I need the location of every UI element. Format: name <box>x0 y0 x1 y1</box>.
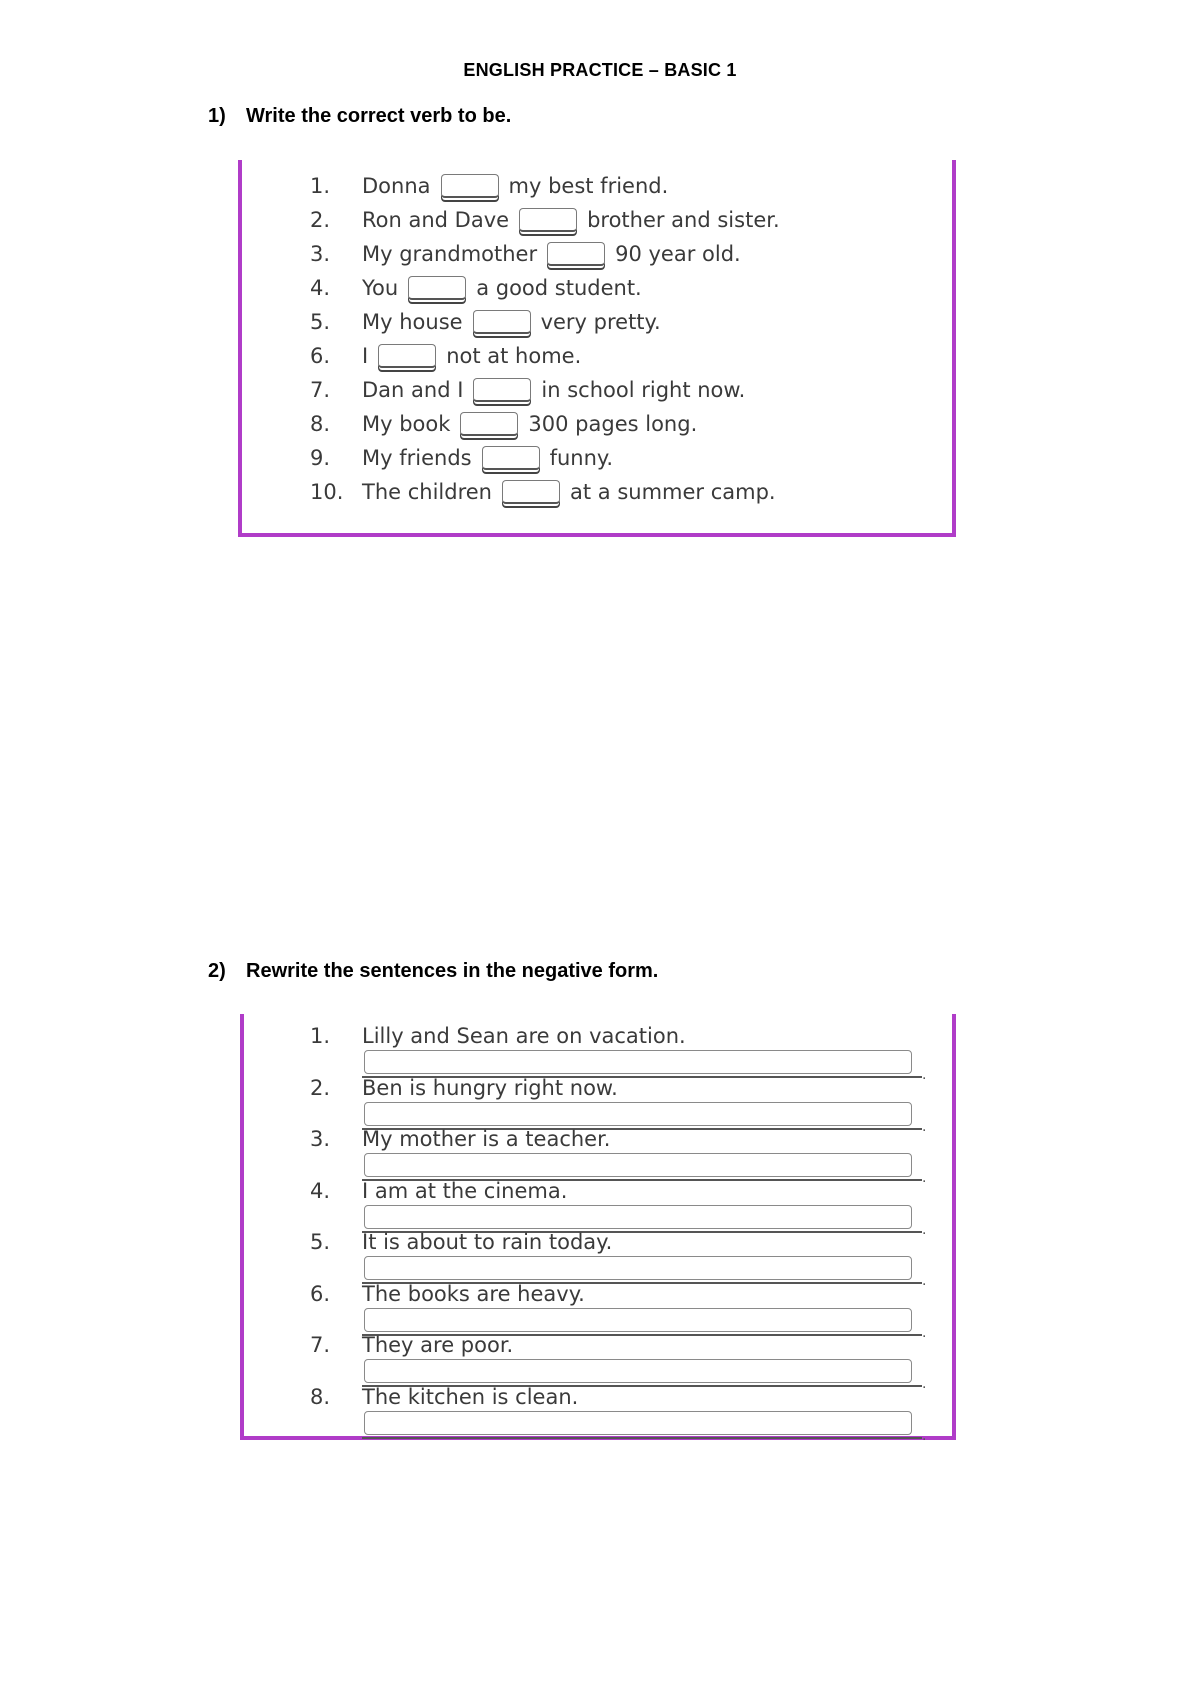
item-number: 7. <box>310 378 331 402</box>
section2-instruction: Rewrite the sentences in the negative form. <box>246 960 659 982</box>
period-mark: . <box>922 1323 927 1341</box>
answer-blank[interactable] <box>460 412 518 436</box>
exercise1-item <box>310 410 930 438</box>
item-text-before: You <box>362 276 399 300</box>
period-mark: . <box>922 1169 927 1186</box>
item-text-after: at a summer camp. <box>570 480 776 504</box>
item-text-after: brother and sister. <box>587 208 780 232</box>
item-text-before: Ron and Dave <box>362 208 510 232</box>
item-text-after: very pretty. <box>540 310 661 334</box>
item-text-after: 90 year old. <box>615 242 741 266</box>
item-sentence: They are poor. <box>362 1333 514 1357</box>
item-text-after: in school right now. <box>541 378 746 402</box>
exercise2-item <box>310 1178 930 1238</box>
item-text-before: I <box>362 344 369 368</box>
exercise2-item <box>310 1230 930 1289</box>
answer-field[interactable] <box>364 1102 912 1126</box>
exercise2-item <box>310 1024 930 1083</box>
exercise2-item <box>310 1075 930 1135</box>
item-text-before: My friends <box>362 446 472 470</box>
period-mark: . <box>922 1220 927 1238</box>
section1-heading <box>208 105 511 128</box>
section1-number: 1) <box>208 105 226 127</box>
exercise1-item <box>310 342 930 370</box>
item-number: 8. <box>310 412 331 436</box>
item-text-before: Donna <box>362 174 431 198</box>
item-sentence: Ben is hungry right now. <box>362 1075 618 1100</box>
item-sentence: My mother is a teacher. <box>362 1127 611 1151</box>
section1-instruction: Write the correct verb to be. <box>246 105 512 127</box>
exercise1-item <box>310 308 930 336</box>
exercise2-item <box>310 1127 930 1186</box>
answer-field[interactable] <box>364 1153 912 1177</box>
item-sentence: The kitchen is clean. <box>362 1384 579 1409</box>
answer-blank[interactable] <box>502 480 560 504</box>
item-number: 5. <box>310 1230 331 1254</box>
exercise2-item <box>310 1281 930 1341</box>
item-text-after: my best friend. <box>508 174 669 198</box>
answer-field[interactable] <box>364 1359 912 1383</box>
period-mark: . <box>922 1117 927 1135</box>
answer-blank[interactable] <box>473 310 531 334</box>
item-number: 10. <box>310 480 344 504</box>
answer-underline <box>362 1437 922 1439</box>
item-number: 5. <box>310 310 331 334</box>
item-number: 2. <box>310 1075 331 1100</box>
period-mark: . <box>922 1426 927 1444</box>
exercise1-item <box>310 240 930 268</box>
exercise1-item <box>310 274 930 302</box>
item-text-before: My grandmother <box>362 242 538 266</box>
item-number: 3. <box>310 1127 331 1151</box>
item-number: 8. <box>310 1384 331 1409</box>
item-number: 9. <box>310 446 331 470</box>
exercise2-item <box>310 1333 930 1392</box>
exercise1-item <box>310 206 930 234</box>
item-sentence: I am at the cinema. <box>362 1178 568 1203</box>
item-sentence: The books are heavy. <box>362 1281 585 1306</box>
answer-blank[interactable] <box>473 378 531 402</box>
exercise1-item <box>310 444 930 472</box>
item-number: 4. <box>310 1178 331 1203</box>
item-number: 1. <box>310 1024 331 1048</box>
exercise1-item <box>310 478 930 506</box>
item-text-before: My house <box>362 310 463 334</box>
answer-blank[interactable] <box>378 344 436 368</box>
item-text-after: 300 pages long. <box>528 412 698 436</box>
item-number: 1. <box>310 174 331 198</box>
item-text-after: funny. <box>549 446 614 470</box>
section2-number: 2) <box>208 960 226 982</box>
period-mark: . <box>922 1066 927 1083</box>
period-mark: . <box>922 1272 927 1289</box>
item-number: 2. <box>310 208 331 232</box>
page-title: ENGLISH PRACTICE – BASIC 1 <box>463 60 737 80</box>
answer-field[interactable] <box>364 1308 912 1332</box>
answer-blank[interactable] <box>519 208 577 232</box>
exercise1-item <box>310 376 930 404</box>
answer-field[interactable] <box>364 1256 912 1280</box>
period-mark: . <box>922 1375 927 1392</box>
item-number: 6. <box>310 1281 331 1306</box>
answer-blank[interactable] <box>547 242 605 266</box>
item-sentence: Lilly and Sean are on vacation. <box>362 1024 686 1048</box>
exercise1-item <box>310 172 930 200</box>
item-sentence: It is about to rain today. <box>362 1230 613 1254</box>
item-number: 6. <box>310 344 331 368</box>
item-number: 7. <box>310 1333 331 1357</box>
exercise2-item <box>310 1384 930 1444</box>
item-text-after: a good student. <box>476 276 642 300</box>
item-text-before: My book <box>362 412 451 436</box>
item-text-before: The children <box>362 480 492 504</box>
answer-blank[interactable] <box>482 446 540 470</box>
item-text-before: Dan and I <box>362 378 464 402</box>
item-number: 4. <box>310 276 331 300</box>
answer-blank[interactable] <box>441 174 499 198</box>
answer-field[interactable] <box>364 1205 912 1229</box>
section2-heading <box>208 960 658 983</box>
answer-field[interactable] <box>364 1411 912 1435</box>
item-number: 3. <box>310 242 331 266</box>
answer-blank[interactable] <box>408 276 466 300</box>
item-text-after: not at home. <box>446 344 582 368</box>
answer-field[interactable] <box>364 1050 912 1074</box>
